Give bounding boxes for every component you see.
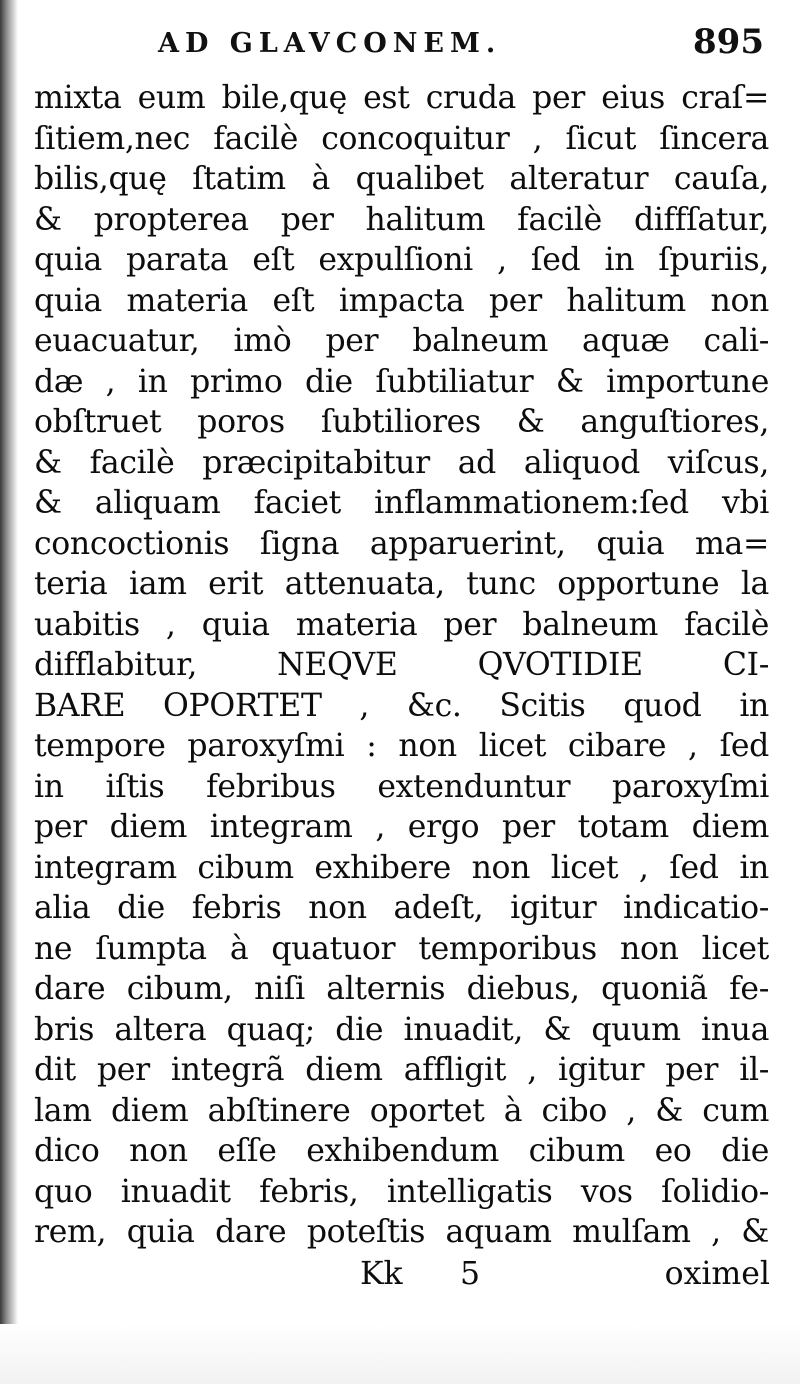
text-line: ſitiem,nec facilè concoquitur , ſicut ſincera bbox=[34, 120, 769, 157]
text-line: ne ſumpta à quatuor temporibus non licet bbox=[34, 930, 769, 967]
text-line: difflabitur, NEQVE QVOTIDIE CI- bbox=[34, 647, 769, 683]
text-line: quia parata eſt expulſioni , ſed in ſpuriis, bbox=[34, 242, 769, 278]
page-footer bbox=[360, 1256, 770, 1296]
running-head: AD GLAVCONEM. bbox=[158, 28, 502, 59]
text-line: integram cibum exhibere non licet , ſed in bbox=[34, 849, 769, 886]
text-line: & aliquam faciet inflammationem:ſed vbi bbox=[34, 485, 769, 521]
text-line: per diem integram , ergo per totam diem bbox=[34, 809, 769, 845]
text-line: dit per integrã diem affligit , igitur per il- bbox=[34, 1052, 769, 1088]
text-line: lam diem abſtinere oportet à cibo , & cum bbox=[34, 1092, 769, 1129]
text-line: & facilè præcipitabitur ad aliquod viſcus, bbox=[34, 444, 769, 481]
text-line: concoctionis ſigna apparuerint, quia ma= bbox=[34, 525, 769, 562]
text-line: dæ , in primo die ſubtiliatur & importune bbox=[34, 363, 769, 400]
text-line: obſtruet poros ſubtiliores & anguſtiores, bbox=[34, 404, 769, 440]
page-bottom-shade bbox=[0, 1324, 800, 1384]
text-line: bris altera quaq; die inuadit, & quum inua bbox=[34, 1011, 769, 1048]
text-line: BARE OPORTET , &c. Scitis quod in bbox=[34, 687, 769, 724]
body-text bbox=[34, 78, 769, 1253]
text-line: uabitis , quia materia per balneum facilè bbox=[34, 606, 769, 643]
text-line: bilis,quę ſtatim à qualibet alteratur cauſa, bbox=[34, 161, 769, 197]
page-number: 895 bbox=[693, 22, 764, 62]
gathering-number: 5 bbox=[460, 1256, 481, 1292]
text-line: in iſtis febribus extenduntur paroxyſmi bbox=[34, 768, 769, 805]
text-line: dico non eſſe exhibendum cibum eo die bbox=[34, 1133, 769, 1169]
text-line: mixta eum bile,quę est cruda per eius craſ= bbox=[34, 80, 769, 116]
text-line: alia die febris non adeſt, igitur indicatio- bbox=[34, 890, 769, 926]
catchword: oximel bbox=[664, 1256, 770, 1292]
text-line: euacuatur, imò per balneum aquæ cali- bbox=[34, 323, 769, 359]
text-line: quo inuadit febris, intelligatis vos ſolidio- bbox=[34, 1173, 769, 1210]
text-line: tempore paroxyſmi : non licet cibare , ſed bbox=[34, 728, 769, 764]
text-line: teria iam erit attenuata, tunc opportune la bbox=[34, 566, 769, 602]
text-line: dare cibum, niſi alternis diebus, quoniã fe- bbox=[34, 971, 769, 1007]
signature-mark: Kk bbox=[360, 1256, 403, 1292]
text-line: rem, quia dare poteſtis aquam mulſam , & bbox=[34, 1214, 769, 1250]
binding-shadow bbox=[0, 0, 18, 1384]
page-header bbox=[40, 22, 770, 72]
text-line: & propterea per halitum facilè diffſatur, bbox=[34, 201, 769, 238]
text-line: quia materia eſt impacta per halitum non bbox=[34, 282, 769, 319]
